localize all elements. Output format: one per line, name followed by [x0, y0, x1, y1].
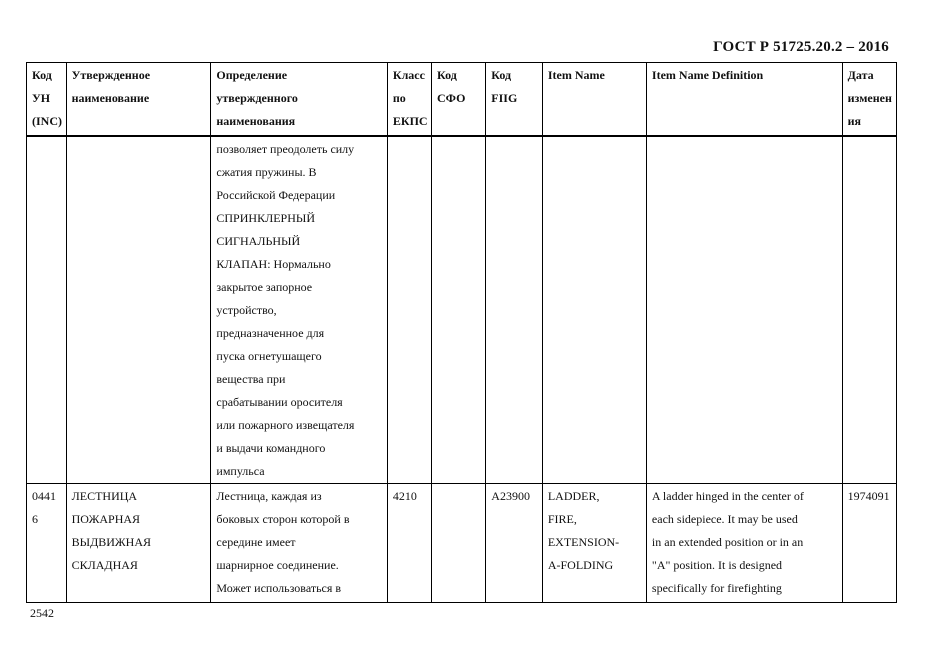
header-sfo: Код СФО [431, 63, 485, 137]
header-class: Класс по ЕКПС [387, 63, 431, 137]
cell-inc: 04416 [27, 484, 67, 603]
cell-change-date: 1974091 [842, 484, 896, 603]
table-row-continuation [27, 136, 897, 484]
table-row-04416 [27, 484, 897, 603]
cell-sfo [431, 136, 485, 484]
cell-item-name: LADDER, FIRE, EXTENSION- A-FOLDING [542, 484, 646, 603]
table-header-row [27, 63, 897, 137]
cell-item-name-definition: A ladder hinged in the center of each sidepiece. It may be used in an extended position or in an "A" position. It is designed specifically for firefighting [646, 484, 842, 603]
cell-approved-name: ЛЕСТНИЦА ПОЖАРНАЯ ВЫДВИЖНАЯ СКЛАДНАЯ [66, 484, 211, 603]
cell-approved-name [66, 136, 211, 484]
header-inc: Код УН (INC) [27, 63, 67, 137]
page-number: 2542 [30, 606, 54, 620]
standard-designation: ГОСТ Р 51725.20.2 – 2016 [713, 39, 889, 55]
cell-item-name-definition [646, 136, 842, 484]
cell-class: 4210 [387, 484, 431, 603]
header-item-name-definition: Item Name Definition [646, 63, 842, 137]
cell-sfo [431, 484, 485, 603]
cell-change-date [842, 136, 896, 484]
cell-fiig [486, 136, 543, 484]
classifier-table [26, 62, 897, 603]
header-approved-name: Утвержденное наименование [66, 63, 211, 137]
header-fiig: Код FIIG [486, 63, 543, 137]
cell-class [387, 136, 431, 484]
cell-definition: Лестница, каждая из боковых сторон которой в середине имеет шарнирное соединение. Может использоваться в [211, 484, 387, 603]
header-item-name: Item Name [542, 63, 646, 137]
header-change-date: Дата изменен ия [842, 63, 896, 137]
cell-definition: позволяет преодолеть силу сжатия пружины. В Российской Федерации СПРИНКЛЕРНЫЙ СИГНАЛЬНЫЙ КЛАПАН: Нормально закрытое запорное устройство, предназначенное для пуска огнетушащего вещества при срабатывании оросителя или пожарного извещателя и выдачи командного импульса [211, 136, 387, 484]
cell-fiig: A23900 [486, 484, 543, 603]
cell-item-name [542, 136, 646, 484]
cell-inc [27, 136, 67, 484]
header-definition: Определение утвержденного наименования [211, 63, 387, 137]
